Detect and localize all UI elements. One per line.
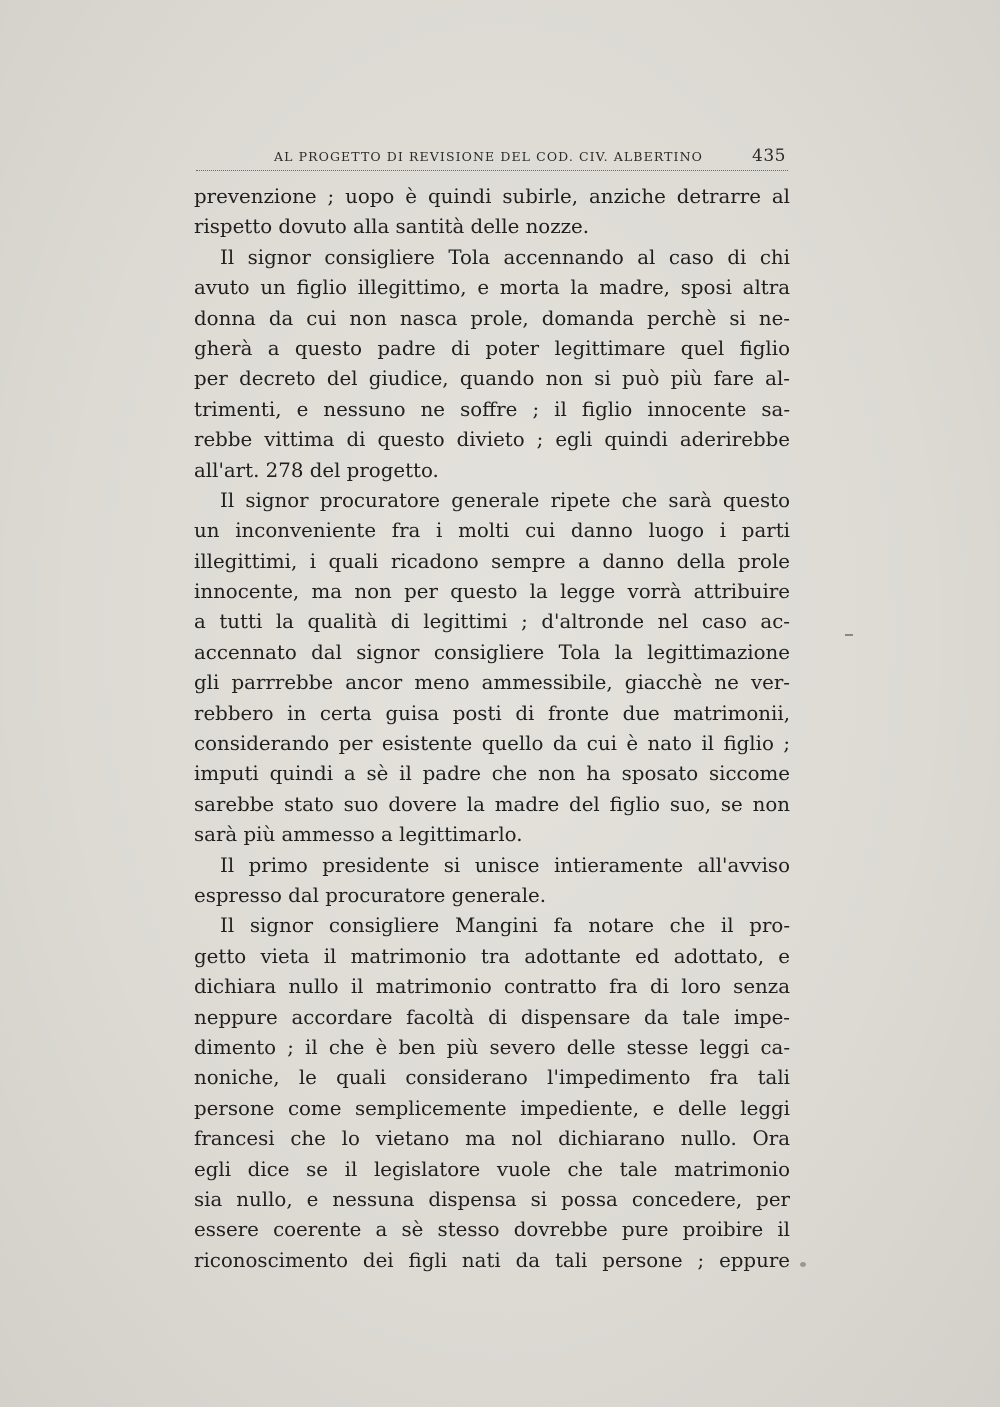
text-line: sarà più ammesso a legittimarlo. xyxy=(194,823,523,847)
text-line: egli dice se il legislatore vuole che tale matrimonio xyxy=(194,1157,790,1181)
text-line: sarebbe stato suo dovere la madre del figlio suo, se non xyxy=(194,792,790,816)
text-line: all'art. 278 del progetto. xyxy=(194,458,439,482)
text-line: neppure accordare facoltà di dispensare da tale impe- xyxy=(194,1005,790,1029)
text-line: sia nullo, e nessuna dispensa si possa concedere, per xyxy=(194,1187,790,1211)
text-line: a tutti la qualità di legittimi ; d'altronde nel caso ac- xyxy=(194,610,790,634)
text-line: francesi che lo vietano ma nol dichiarano nullo. Ora xyxy=(194,1127,790,1151)
text-line: noniche, le quali considerano l'impedimento fra tali xyxy=(194,1066,790,1090)
running-head xyxy=(196,146,788,168)
text-line: espresso dal procuratore generale. xyxy=(194,883,547,907)
text-line: innocente, ma non per questo la legge vorrà attribuire xyxy=(194,580,790,604)
text-line: Il signor consigliere Tola accennando al caso di chi xyxy=(220,245,790,269)
text-line: gli parrrebbe ancor meno ammessibile, giacchè ne ver- xyxy=(194,671,790,695)
text-line: trimenti, e nessuno ne soffre ; il figlio innocente sa- xyxy=(194,397,790,421)
text-line: dimento ; il che è ben più severo delle stesse leggi ca- xyxy=(194,1035,790,1059)
text-line: rebbe vittima di questo divieto ; egli quindi aderirebbe xyxy=(194,428,790,452)
text-line: riconoscimento dei figli nati da tali persone ; eppure xyxy=(194,1248,790,1272)
text-line: rebbero in certa guisa posti di fronte due matrimonii, xyxy=(194,701,790,725)
text-line: dichiara nullo il matrimonio contratto fra di loro senza xyxy=(194,975,790,999)
text-line: Il signor consigliere Mangini fa notare che il pro- xyxy=(220,914,790,938)
margin-mark xyxy=(845,634,853,636)
text-line: avuto un figlio illegittimo, e morta la madre, sposi altra xyxy=(194,276,790,300)
text-line: illegittimi, i quali ricadono sempre a danno della prole xyxy=(194,549,790,573)
text-line: Il primo presidente si unisce intieramente all'avviso xyxy=(220,853,790,877)
text-line: getto vieta il matrimonio tra adottante ed adottato, e xyxy=(194,944,790,968)
header-rule xyxy=(196,170,788,171)
text-line: un inconveniente fra i molti cui danno luogo i parti xyxy=(194,519,790,543)
text-line: Il signor procuratore generale ripete che sarà questo xyxy=(220,488,790,512)
text-line: essere coerente a sè stesso dovrebbe pure proibire il xyxy=(194,1218,790,1242)
page-number: 435 xyxy=(752,146,786,166)
text-line: rispetto dovuto alla santità delle nozze. xyxy=(194,215,590,239)
text-line: persone come semplicemente impediente, e delle leggi xyxy=(194,1096,790,1120)
paper-speck xyxy=(800,1262,806,1267)
text-line: gherà a questo padre di poter legittimare quel figlio xyxy=(194,336,790,360)
body-text xyxy=(194,182,790,1276)
text-line: prevenzione ; uopo è quindi subirle, anziche detrarre al xyxy=(194,185,790,208)
text-line: considerando per esistente quello da cui è nato il figlio ; xyxy=(194,732,790,756)
text-line: imputi quindi a sè il padre che non ha sposato siccome xyxy=(194,762,790,786)
running-title: AL PROGETTO DI REVISIONE DEL COD. CIV. ALBERTINO xyxy=(274,149,703,164)
text-line: donna da cui non nasca prole, domanda perchè si ne- xyxy=(194,306,790,330)
text-line: per decreto del giudice, quando non si può più fare al- xyxy=(194,367,790,391)
text-line: accennato dal signor consigliere Tola la legittimazione xyxy=(194,640,790,664)
